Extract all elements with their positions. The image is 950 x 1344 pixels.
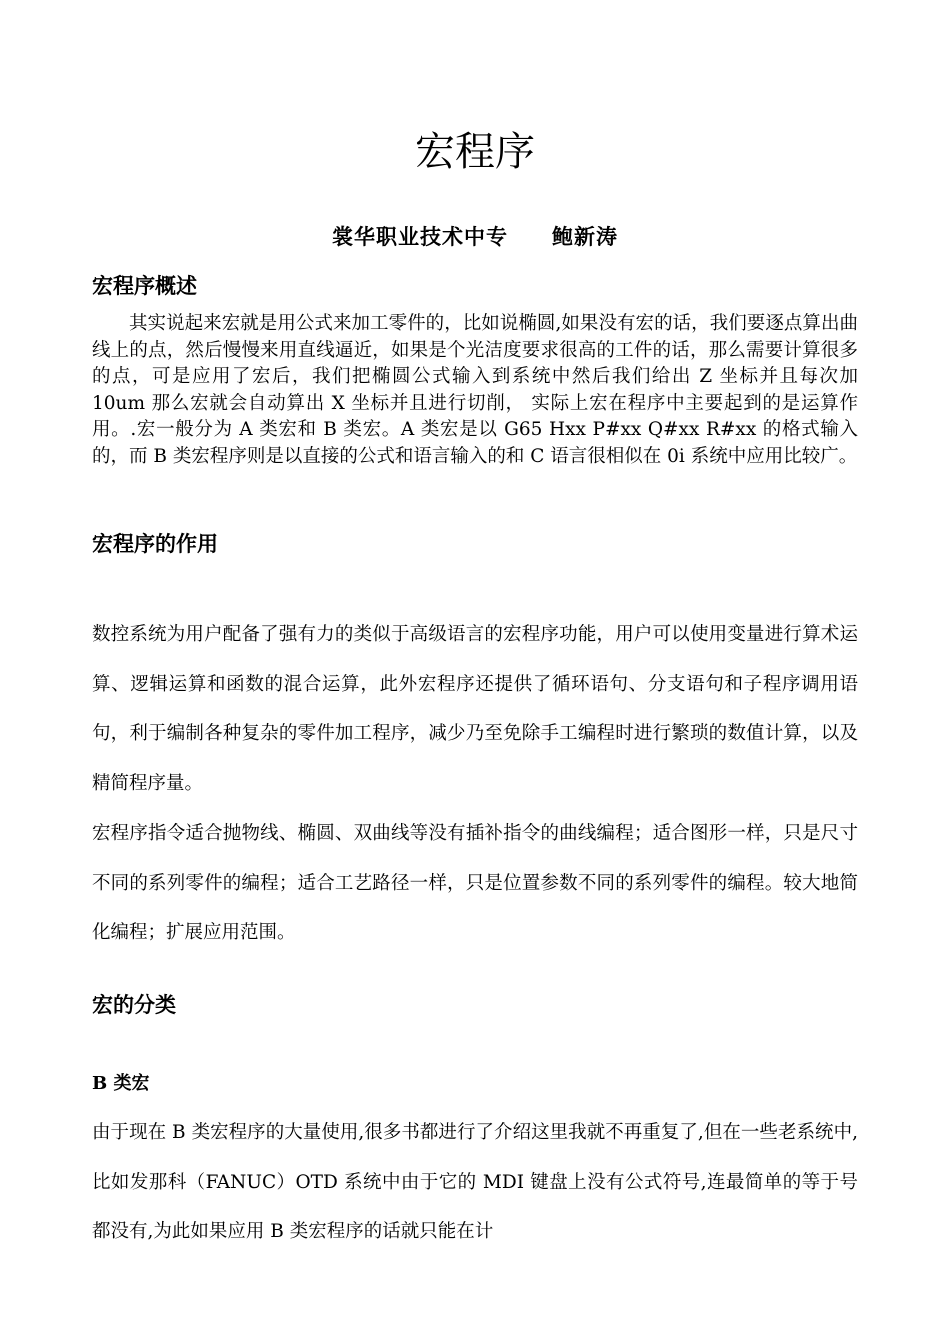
subheading-b-macro: B 类宏 — [92, 1073, 150, 1094]
overview-paragraph: 其实说起来宏就是用公式来加工零件的，比如说椭圆,如果没有宏的话，我们要逐点算出曲线上的点，然后慢慢来用直线逼近，如果是个光洁度要求很高的工件的话，那么需要计算很多的点，可是应用了宏后，我们把椭圆公式输入到系统中然后我们给出 Z 坐标并且每次加 10um 那么宏就会自动算出 X 坐标并且进行切削， 实际上宏在程序中主要起到的是运算作用。.宏一般分为 A 类宏和 B 类宏。A 类宏是以 G65 Hxx P#xx Q#xx R#xx 的格式输入的，而 B 类宏程序则是以直接的公式和语言输入的和 C 语言很相似在 0i 系统中应用比较广。 — [92, 313, 858, 467]
section-heading-overview: 宏程序概述 — [92, 274, 197, 298]
document-title: 宏程序 — [415, 129, 535, 175]
purpose-paragraph-1: 数控系统为用户配备了强有力的类似于高级语言的宏程序功能，用户可以使用变量进行算术运算、逻辑运算和函数的混合运算，此外宏程序还提供了循环语句、分支语句和子程序调用语句，利于编制各种复杂的零件加工程序，减少乃至免除手工编程时进行繁琐的数值计算，以及精简程序量。 — [92, 624, 858, 794]
author-school: 裳华职业技术中专 — [332, 224, 508, 249]
section-heading-classification: 宏的分类 — [92, 993, 176, 1017]
purpose-paragraph-2: 宏程序指令适合抛物线、椭圆、双曲线等没有插补指令的曲线编程；适合图形一样，只是尺寸不同的系列零件的编程；适合工艺路径一样，只是位置参数不同的系列零件的编程。较大地简化编程；扩展应用范围。 — [92, 823, 858, 943]
author-name: 鲍新涛 — [552, 224, 618, 249]
b-macro-paragraph: 由于现在 B 类宏程序的大量使用,很多书都进行了介绍这里我就不再重复了,但在一些老系统中,比如发那科（FANUC）OTD 系统中由于它的 MDI 键盘上没有公式符号,连最简单的等于号都没有,为此如果应用 B 类宏程序的话就只能在计 — [92, 1122, 858, 1242]
author-line — [0, 222, 950, 252]
section-heading-purpose: 宏程序的作用 — [92, 532, 218, 556]
